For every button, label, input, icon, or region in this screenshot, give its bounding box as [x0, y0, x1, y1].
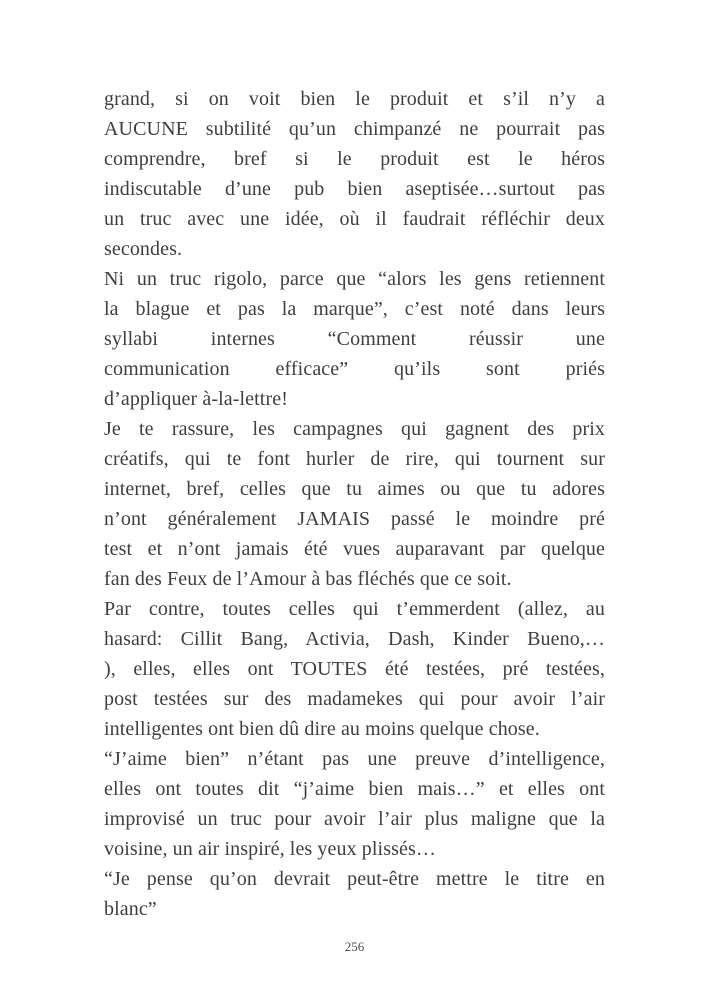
- paragraph: [104, 594, 605, 744]
- text-line: fan des Feux de l’Amour à bas fléchés que ce soit.: [104, 568, 512, 590]
- paragraph: [104, 864, 605, 924]
- text-line: grand, si on voit bien le produit et s’il n’y a: [104, 88, 605, 110]
- text-line: n’ont généralement JAMAIS passé le moindre pré: [104, 508, 605, 530]
- text-line: ), elles, elles ont TOUTES été testées, pré testées,: [104, 658, 605, 680]
- text-line: secondes.: [104, 238, 183, 260]
- text-line: intelligentes ont bien dû dire au moins quelque chose.: [104, 718, 540, 740]
- text-line: improvisé un truc pour avoir l’air plus maligne que la: [104, 808, 605, 830]
- text-line: créatifs, qui te font hurler de rire, qui tournent sur: [104, 448, 605, 470]
- paragraph: [104, 744, 605, 864]
- text-line: Par contre, toutes celles qui t’emmerdent (allez, au: [104, 598, 605, 620]
- text-line: blanc”: [104, 898, 157, 920]
- text-line: elles ont toutes dit “j’aime bien mais…” et elles ont: [104, 778, 605, 800]
- text-line: syllabi internes “Comment réussir une: [104, 328, 605, 350]
- text-line: la blague et pas la marque”, c’est noté dans leurs: [104, 298, 605, 320]
- text-line: communication efficace” qu’ils sont priés: [104, 358, 605, 380]
- paragraph: [104, 84, 605, 264]
- page-number: 256: [344, 939, 365, 954]
- text-line: AUCUNE subtilité qu’un chimpanzé ne pourrait pas: [104, 118, 605, 140]
- text-line: indiscutable d’une pub bien aseptisée…surtout pas: [104, 178, 605, 200]
- text-line: voisine, un air inspiré, les yeux plissés…: [104, 838, 436, 860]
- text-line: Ni un truc rigolo, parce que “alors les gens retiennent: [104, 268, 605, 290]
- paragraph: [104, 414, 605, 594]
- text-line: test et n’ont jamais été vues auparavant par quelque: [104, 538, 605, 560]
- text-line: Je te rassure, les campagnes qui gagnent des prix: [104, 418, 605, 440]
- text-line: “Je pense qu’on devrait peut-être mettre le titre en: [104, 868, 605, 890]
- text-line: “J’aime bien” n’étant pas une preuve d’intelligence,: [104, 748, 605, 770]
- text-line: un truc avec une idée, où il faudrait réfléchir deux: [104, 208, 605, 230]
- text-line: hasard: Cillit Bang, Activia, Dash, Kinder Bueno,…: [104, 628, 605, 650]
- text-line: internet, bref, celles que tu aimes ou que tu adores: [104, 478, 605, 500]
- text-line: d’appliquer à-la-lettre!: [104, 388, 288, 410]
- text-line: post testées sur des madamekes qui pour avoir l’air: [104, 688, 605, 710]
- paragraph: [104, 264, 605, 414]
- text-line: comprendre, bref si le produit est le héros: [104, 148, 605, 170]
